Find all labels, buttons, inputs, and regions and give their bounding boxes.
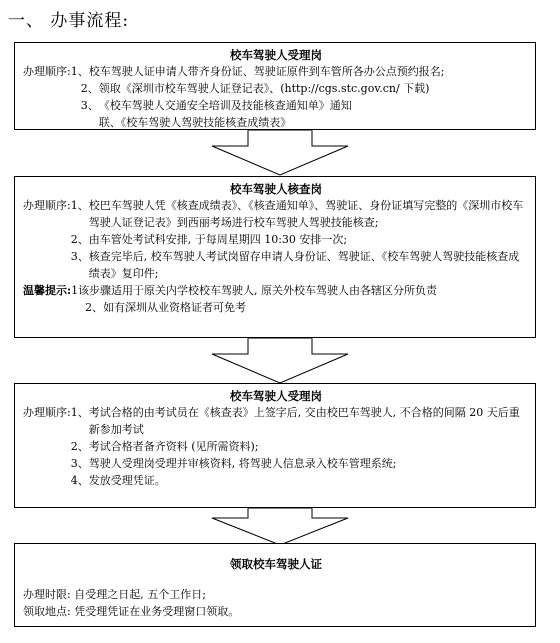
item-text: 《校车驾驶人交通安全培训及技能核查通知单》通知联、《校车驾驶人驾驶技能核查成绩表》 xyxy=(98,99,352,129)
item-text: 该步骤适用于原关内学校校车驾驶人, 原关外校车驾驶人由各辖区分所负责 xyxy=(78,284,438,297)
step-box-1 xyxy=(14,42,536,130)
step-box-2 xyxy=(14,176,536,338)
step-title: 领取校车驾驶人证 xyxy=(230,557,322,571)
section-label: 办理顺序: xyxy=(23,406,71,419)
processing-time-text: 办理时限: 自受理之日起, 五个工作日; xyxy=(23,588,206,601)
list-item xyxy=(71,248,529,282)
item-number: 1 xyxy=(71,284,79,297)
flow-arrow-down-icon xyxy=(0,508,560,546)
section-label: 办理顺序: xyxy=(23,65,71,78)
item-text: 考试合格者备齐资料 (见所需资料); xyxy=(88,440,259,453)
list-item xyxy=(71,455,529,472)
step-title: 校车驾驶人受理岗 xyxy=(230,389,322,403)
step-title: 校车驾驶人核查岗 xyxy=(230,182,322,196)
section-order xyxy=(23,63,529,131)
flow-arrow-down-icon xyxy=(0,130,560,176)
item-text: 校巴车驾驶人凭《核查成绩表》、《核查通知单》、驾驶证、身份证填写完整的《深圳市校车驾驶人证登记表》到西丽考场进行校车驾驶人驾驶技能核查; xyxy=(88,199,524,229)
item-number: 2、 xyxy=(85,301,104,314)
step-title: 校车驾驶人受理岗 xyxy=(230,48,322,62)
step-box-4 xyxy=(14,543,536,627)
list-item xyxy=(71,438,529,455)
list-item xyxy=(71,472,529,489)
list-item xyxy=(71,197,529,231)
list-item xyxy=(71,97,499,131)
list-item xyxy=(71,231,529,248)
item-number: 1、 xyxy=(70,65,89,78)
list-item xyxy=(71,80,499,97)
list-item xyxy=(71,63,499,80)
item-text: 领取《深圳市校车驾驶人证登记表》、(http://cgs.stc.gov.cn/ 下载) xyxy=(98,82,430,95)
item-number: 3、 xyxy=(80,99,99,112)
item-text: 如有深圳从业资格证者可免考 xyxy=(103,301,247,314)
item-text: 驾驶人受理岗受理并审核资料, 将驾驶人信息录入校车管理系统; xyxy=(88,457,397,470)
section-order xyxy=(23,197,529,282)
item-text: 考试合格的由考试员在《核查表》上签字后, 交由校巴车驾驶人, 不合格的间隔 20 天后重新参加考试 xyxy=(88,406,520,436)
item-number: 3、 xyxy=(70,250,89,263)
section-label: 温馨提示: xyxy=(23,284,72,297)
item-number: 1、 xyxy=(70,199,89,212)
step-box-3 xyxy=(14,383,536,508)
page-heading: 一、 办事流程: xyxy=(8,11,130,31)
item-number: 3、 xyxy=(70,457,89,470)
item-number: 1、 xyxy=(70,406,89,419)
flow-arrow-down-icon xyxy=(0,338,560,384)
section-order xyxy=(23,404,529,489)
item-number: 4、 xyxy=(70,474,89,487)
item-number: 2、 xyxy=(80,82,99,95)
pickup-location-text: 领取地点: 凭受理凭证在业务受理窗口领取。 xyxy=(23,605,240,618)
item-number: 2、 xyxy=(70,440,89,453)
section-tips xyxy=(23,282,529,316)
item-text: 核查完毕后, 校车驾驶人考试岗留存申请人身份证、驾驶证、《校车驾驶人驾驶技能核查成绩表》复印件; xyxy=(88,250,520,280)
item-text: 发放受理凭证。 xyxy=(88,474,166,487)
list-item xyxy=(71,404,529,438)
item-number: 2、 xyxy=(70,233,89,246)
item-text: 校车驾驶人证申请人带齐身份证、驾驶证原件到车管所各办公点预约报名; xyxy=(88,65,445,78)
list-item xyxy=(71,282,529,299)
section-label: 办理顺序: xyxy=(23,199,71,212)
item-text: 由车管处考试科安排, 于每周星期四 10:30 安排一次; xyxy=(88,233,348,246)
list-item xyxy=(71,299,529,316)
